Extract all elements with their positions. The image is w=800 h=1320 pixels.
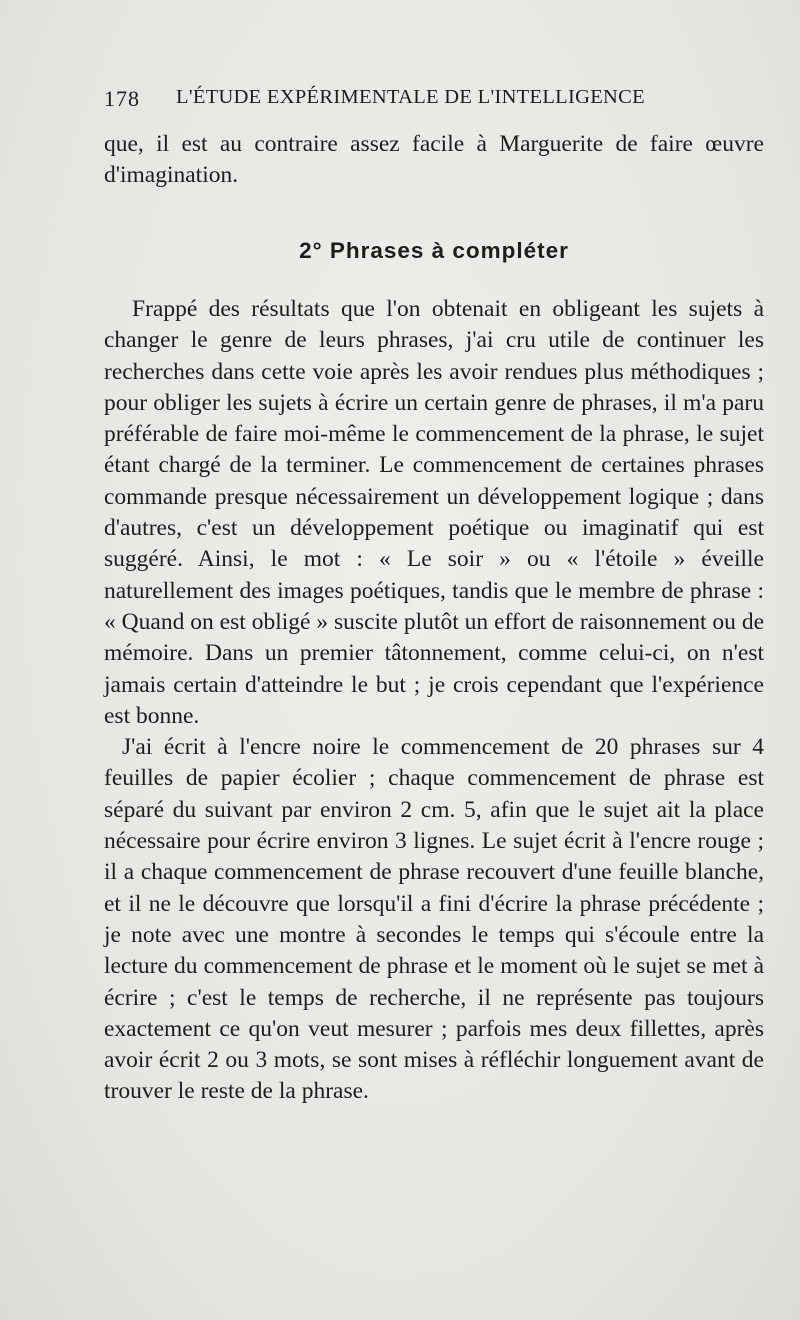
opening-text-block xyxy=(104,129,764,192)
opening-paragraph: que, il est au contraire assez facile à Marguerite de faire œuvre d'imagination. xyxy=(104,131,764,189)
page-number: 178 xyxy=(104,86,140,111)
section-body xyxy=(104,294,764,1108)
section-title: 2° Phrases à compléter xyxy=(299,238,569,263)
page-header xyxy=(104,84,704,116)
paragraph-1: Frappé des résultats que l'on obtenait en obligeant les sujets à changer le genre de leurs phrases, j'ai cru utile de continuer les recherches dans cette voie après les avoir rendues plus méthodiques ; pour obliger les sujets à écrire un certain genre de phrases, il m'a paru préférable de faire moi-même le commencement de la phrase, le sujet étant chargé de la terminer. Le commencement de certaines phrases commande presque nécessairement un développement logique ; dans d'autres, c'est un développement poétique ou imaginatif qui est suggéré. Ainsi, le mot : « Le soir » ou « l'étoile » éveille naturellement des images poétiques, tandis que le membre de phrase : « Quand on est obligé » suscite plutôt un effort de raisonnement ou de mémoire. Dans un premier tâtonnement, comme celui-ci, on n'est jamais certain d'atteindre le but ; je crois cependant que l'expérience est bonne. xyxy=(104,296,764,729)
paragraph-2: J'ai écrit à l'encre noire le commencement de 20 phrases sur 4 feuilles de papier écolier ; chaque commencement de phrase est séparé du suivant par environ 2 cm. 5, afin que le sujet ait la place nécessaire pour écrire environ 3 lignes. Le sujet écrit à l'encre rouge ; il a chaque commencement de phrase recouvert d'une feuille blanche, et il ne le découvre que lorsqu'il a fini d'écrire la phrase précédente ; je note avec une montre à secondes le temps qui s'écoule entre la lecture du commencement de phrase et le moment où le sujet se met à écrire ; c'est le temps de recherche, il ne représente pas toujours exactement ce qu'on veut mesurer ; parfois mes deux fillettes, après avoir écrit 2 ou 3 mots, se sont mises à réfléchir longuement avant de trouver le reste de la phrase. xyxy=(104,734,764,1105)
running-head: L'ÉTUDE EXPÉRIMENTALE DE L'INTELLIGENCE xyxy=(176,86,645,108)
